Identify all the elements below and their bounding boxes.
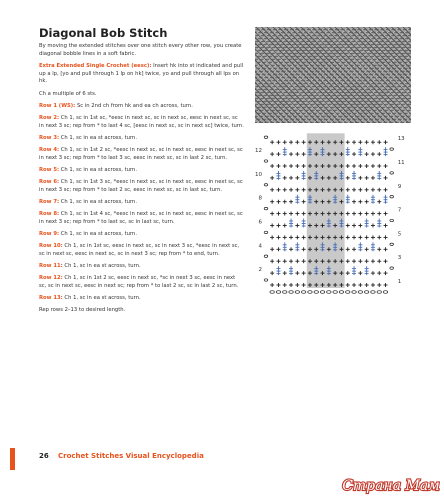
eesc-symbol <box>358 242 362 251</box>
sc-symbol <box>384 164 388 168</box>
row-text: Ch 1, sc in 1st sc, eesc in next sc, sc in next 3 sc, *eesc in next sc, sc in next sc, eesc in next sc, sc in next 3 sc; rep from * to end, turn. <box>39 242 240 257</box>
sc-symbol <box>377 212 381 216</box>
sc-symbol <box>384 247 388 251</box>
sc-symbol <box>283 164 287 168</box>
sc-symbol <box>352 164 356 168</box>
sc-symbol <box>358 212 362 216</box>
eesc-symbol <box>377 171 381 180</box>
chart-row-number: 13 <box>397 136 405 143</box>
instruction-row <box>39 147 244 163</box>
row-text: Ch 1, sc in ea st across, turn. <box>60 134 138 141</box>
row-text: Ch 1, sc in 1st 2 sc, *eesc in next sc, sc in next sc, eesc in next sc, sc in next 3 sc; rep from * to last 3 sc, eesc in next sc, sc in last 2 sc, turn. <box>39 146 243 161</box>
sc-symbol <box>295 212 299 216</box>
sc-symbol <box>283 259 287 263</box>
sc-symbol <box>371 212 375 216</box>
special-stitch-label: Extra Extended Single Crochet (eesc): <box>39 62 152 69</box>
sc-symbol <box>270 271 274 275</box>
sc-symbol <box>371 271 375 275</box>
eesc-symbol <box>371 242 375 251</box>
chain-symbol <box>364 291 368 294</box>
sc-symbol <box>302 200 306 204</box>
sc-symbol <box>302 152 306 156</box>
sc-symbol <box>295 164 299 168</box>
row-text: Ch 1, sc in ea st across, turn. <box>64 294 141 301</box>
chart-row-number: 3 <box>397 255 402 262</box>
chain-symbol <box>390 196 394 198</box>
sc-symbol <box>302 212 306 216</box>
row-label: Row 9: <box>39 230 60 237</box>
chain-symbol <box>390 172 394 174</box>
sc-symbol <box>358 176 362 180</box>
sc-symbol <box>384 259 388 263</box>
sc-symbol <box>377 271 381 275</box>
sc-symbol <box>276 224 280 228</box>
sc-symbol <box>371 283 375 287</box>
sc-symbol <box>346 164 350 168</box>
sc-symbol <box>270 164 274 168</box>
sc-symbol <box>371 176 375 180</box>
rows-list <box>39 103 244 303</box>
sc-symbol <box>384 283 388 287</box>
sc-symbol <box>283 200 287 204</box>
sc-symbol <box>283 212 287 216</box>
eesc-symbol <box>346 147 350 156</box>
sc-symbol <box>283 224 287 228</box>
multiple-line: Ch a multiple of 6 sts. <box>39 90 97 97</box>
eesc-symbol <box>295 242 299 251</box>
instruction-row <box>39 115 244 131</box>
chain-symbol <box>390 243 394 245</box>
chart-row-number: 5 <box>397 231 402 238</box>
stitch-chart <box>250 130 410 300</box>
chart-row-number: 11 <box>397 160 405 166</box>
sc-symbol <box>276 140 280 144</box>
sc-symbol <box>371 259 375 263</box>
sc-symbol <box>371 152 375 156</box>
sc-symbol <box>295 224 299 228</box>
sc-symbol <box>302 271 306 275</box>
chain-symbol <box>264 231 268 233</box>
sc-symbol <box>358 200 362 204</box>
sc-symbol <box>371 188 375 192</box>
sc-symbol <box>365 200 369 204</box>
chain-symbol <box>371 291 375 294</box>
sc-symbol <box>358 140 362 144</box>
row-text: Ch 1, sc in ea st across, turn. <box>64 262 141 269</box>
row-label: Row 10: <box>39 242 63 249</box>
row-text: Ch 1, sc in 1st 3 sc, *eesc in next sc, sc in next sc, eesc in next sc, sc in next 3 sc; rep from * to last 2 sc, eesc in next sc, sc in last sc, turn. <box>39 178 243 193</box>
sc-symbol <box>289 140 293 144</box>
sc-symbol <box>352 224 356 228</box>
sc-symbol <box>270 152 274 156</box>
eesc-symbol <box>302 171 306 180</box>
sc-symbol <box>270 283 274 287</box>
sc-symbol <box>289 259 293 263</box>
sc-symbol <box>276 247 280 251</box>
eesc-symbol <box>352 266 356 275</box>
sc-symbol <box>270 247 274 251</box>
sc-symbol <box>358 259 362 263</box>
sc-symbol <box>352 200 356 204</box>
eesc-symbol <box>283 147 287 156</box>
sc-symbol <box>352 283 356 287</box>
row-text: Ch 1, sc in ea st across, turn. <box>60 230 138 237</box>
sc-symbol <box>352 259 356 263</box>
sc-symbol <box>346 235 350 239</box>
sc-symbol <box>289 283 293 287</box>
instruction-row <box>39 231 244 239</box>
row-text: Ch 1, sc in 1st sc, *eesc in next sc, sc in next sc, eesc in next sc, sc in next 3 sc; rep from * to last 4 sc, [eesc in next sc, sc in next sc] twice, turn. <box>39 114 244 129</box>
chain-symbol <box>301 291 305 294</box>
sc-symbol <box>302 283 306 287</box>
page-number: 26 <box>39 452 49 460</box>
sc-symbol <box>302 235 306 239</box>
sc-symbol <box>295 176 299 180</box>
sc-symbol <box>352 140 356 144</box>
sc-symbol <box>276 259 280 263</box>
chart-row-number: 6 <box>258 219 262 226</box>
chain-symbol <box>295 291 299 294</box>
row-label: Row 13: <box>39 294 63 301</box>
sc-symbol <box>377 152 381 156</box>
sc-symbol <box>270 224 274 228</box>
sc-symbol <box>289 200 293 204</box>
special-stitch-text: Insert hk into st indicated and pull up a lp, [yo and pull through 1 lp on hk] twice, yo and pull through all lps on hk. <box>39 62 244 85</box>
row-text: Ch 1, sc in 1st 2 sc, eesc in next sc, *sc in next 3 sc, eesc in next sc, sc in next sc, eesc in next sc; rep from * to last 2 sc, sc in last 2 sc, turn. <box>39 274 239 289</box>
sc-symbol <box>346 224 350 228</box>
eesc-symbol <box>358 147 362 156</box>
sc-symbol <box>358 283 362 287</box>
chain-symbol <box>264 160 268 162</box>
sc-symbol <box>377 188 381 192</box>
chain-symbol <box>276 291 280 294</box>
sc-symbol <box>377 164 381 168</box>
sc-symbol <box>295 271 299 275</box>
eesc-symbol <box>289 266 293 275</box>
sc-symbol <box>346 259 350 263</box>
intro-paragraph: By moving the extended stitches over one stitch every other row, you create diagonal bobble lines in a soft fabric. <box>39 43 242 57</box>
chain-symbol <box>352 291 356 294</box>
sc-symbol <box>289 247 293 251</box>
sc-symbol <box>365 152 369 156</box>
sc-symbol <box>384 188 388 192</box>
row-text: Ch 1, sc in ea st across, turn. <box>60 198 138 205</box>
footer-accent-bar <box>10 448 15 470</box>
eesc-symbol <box>377 219 381 228</box>
eesc-symbol <box>384 195 388 204</box>
sc-symbol <box>365 188 369 192</box>
sc-symbol <box>302 259 306 263</box>
sc-symbol <box>270 176 274 180</box>
sc-symbol <box>371 235 375 239</box>
eesc-symbol <box>352 171 356 180</box>
row-label: Row 2: <box>39 114 60 121</box>
chain-symbol <box>264 255 268 257</box>
sc-symbol <box>295 140 299 144</box>
chain-symbol <box>390 267 394 269</box>
sc-symbol <box>358 235 362 239</box>
instruction-row <box>39 179 244 195</box>
sc-symbol <box>377 140 381 144</box>
chain-symbol <box>377 291 381 294</box>
watermark-text: Страна Мам <box>342 478 440 494</box>
sc-symbol <box>283 176 287 180</box>
sc-symbol <box>371 140 375 144</box>
sc-symbol <box>365 164 369 168</box>
chain-symbol <box>333 291 337 294</box>
sc-symbol <box>346 188 350 192</box>
chain-symbol <box>308 291 312 294</box>
sc-symbol <box>352 188 356 192</box>
sc-symbol <box>295 188 299 192</box>
row-label: Row 6: <box>39 178 60 185</box>
sc-symbol <box>384 176 388 180</box>
sc-symbol <box>270 212 274 216</box>
sc-symbol <box>371 164 375 168</box>
sc-symbol <box>346 247 350 251</box>
row-label: Row 12: <box>39 274 63 281</box>
chain-symbol <box>264 184 268 186</box>
sc-symbol <box>276 164 280 168</box>
sc-symbol <box>384 224 388 228</box>
pattern-title: Diagonal Bob Stitch <box>39 26 168 40</box>
sc-symbol <box>302 188 306 192</box>
row-text: Ch 1, sc in ea st across, turn. <box>60 166 138 173</box>
chart-row-number: 7 <box>397 207 402 214</box>
chart-row-number: 2 <box>258 267 262 274</box>
book-title: Crochet Stitches Visual Encyclopedia <box>58 452 204 460</box>
row-text: Sc in 2nd ch from hk and ea ch across, turn. <box>76 102 193 109</box>
sc-symbol <box>346 283 350 287</box>
sc-symbol <box>276 200 280 204</box>
sc-symbol <box>377 247 381 251</box>
sc-symbol <box>365 176 369 180</box>
chart-row-number: 4 <box>258 243 262 250</box>
sc-symbol <box>346 212 350 216</box>
sc-symbol <box>283 235 287 239</box>
eesc-symbol <box>283 242 287 251</box>
sc-symbol <box>384 271 388 275</box>
swatch-photo <box>255 27 411 123</box>
chart-row-number: 8 <box>258 195 262 202</box>
sc-symbol <box>283 140 287 144</box>
chain-symbol <box>346 291 350 294</box>
sc-symbol <box>276 188 280 192</box>
sc-symbol <box>346 271 350 275</box>
sc-symbol <box>276 152 280 156</box>
chain-symbol <box>327 291 331 294</box>
sc-symbol <box>377 259 381 263</box>
chain-symbol <box>270 291 274 294</box>
sc-symbol <box>352 212 356 216</box>
chain-symbol <box>283 291 287 294</box>
row-label: Row 11: <box>39 262 63 269</box>
special-stitch-paragraph <box>39 63 244 86</box>
chart-row-number: 1 <box>397 279 402 285</box>
sc-symbol <box>289 235 293 239</box>
instruction-row <box>39 103 244 111</box>
sc-symbol <box>283 271 287 275</box>
sc-symbol <box>358 224 362 228</box>
sc-symbol <box>377 283 381 287</box>
eesc-symbol <box>295 195 299 204</box>
sc-symbol <box>270 140 274 144</box>
sc-symbol <box>365 283 369 287</box>
sc-symbol <box>365 247 369 251</box>
row-label: Row 7: <box>39 198 60 205</box>
sc-symbol <box>371 224 375 228</box>
eesc-symbol <box>302 219 306 228</box>
chain-symbol <box>383 291 387 294</box>
sc-symbol <box>358 271 362 275</box>
sc-symbol <box>302 247 306 251</box>
eesc-symbol <box>365 219 369 228</box>
sc-symbol <box>276 212 280 216</box>
sc-symbol <box>270 200 274 204</box>
sc-symbol <box>384 140 388 144</box>
row-label: Row 3: <box>39 134 60 141</box>
eesc-symbol <box>371 195 375 204</box>
sc-symbol <box>302 140 306 144</box>
chain-symbol <box>320 291 324 294</box>
repeat-highlight <box>307 133 345 288</box>
row-label: Row 1 (WS): <box>39 102 76 109</box>
sc-symbol <box>276 283 280 287</box>
sc-symbol <box>377 200 381 204</box>
sc-symbol <box>283 188 287 192</box>
sc-symbol <box>352 247 356 251</box>
row-label: Row 4: <box>39 146 60 153</box>
sc-symbol <box>384 235 388 239</box>
instruction-row <box>39 243 244 259</box>
chain-symbol <box>264 279 268 281</box>
sc-symbol <box>270 188 274 192</box>
eesc-symbol <box>346 195 350 204</box>
sc-symbol <box>276 235 280 239</box>
sc-symbol <box>270 259 274 263</box>
sc-symbol <box>358 188 362 192</box>
instruction-row <box>39 211 244 227</box>
eesc-symbol <box>276 266 280 275</box>
row-text: Ch 1, sc in 1st 4 sc, *eesc in next sc, sc in next sc, eesc in next sc, sc in next 3 sc; rep from * to last sc, sc in last sc, turn. <box>39 210 243 225</box>
sc-symbol <box>377 235 381 239</box>
instruction-row <box>39 199 244 207</box>
chain-symbol <box>358 291 362 294</box>
chain-symbol <box>339 291 343 294</box>
instruction-row <box>39 263 244 271</box>
sc-symbol <box>358 164 362 168</box>
sc-symbol <box>352 152 356 156</box>
chart-row-number: 9 <box>397 183 402 190</box>
chain-symbol <box>390 219 394 221</box>
repeat-line: Rep rows 2–13 to desired length. <box>39 307 126 313</box>
sc-symbol <box>365 235 369 239</box>
chart-row-number: 10 <box>255 171 262 178</box>
sc-symbol <box>365 212 369 216</box>
sc-symbol <box>302 164 306 168</box>
chain-symbol <box>264 207 268 209</box>
eesc-symbol <box>384 147 388 156</box>
chain-symbol <box>390 148 394 150</box>
sc-symbol <box>346 176 350 180</box>
sc-symbol <box>384 212 388 216</box>
sc-symbol <box>289 188 293 192</box>
instruction-row <box>39 275 244 291</box>
row-label: Row 8: <box>39 210 60 217</box>
eesc-symbol <box>365 266 369 275</box>
sc-symbol <box>295 283 299 287</box>
eesc-symbol <box>276 171 280 180</box>
sc-symbol <box>289 212 293 216</box>
sc-symbol <box>283 283 287 287</box>
sc-symbol <box>270 235 274 239</box>
eesc-symbol <box>289 219 293 228</box>
sc-symbol <box>295 259 299 263</box>
sc-symbol <box>352 235 356 239</box>
instruction-row <box>39 135 244 143</box>
sc-symbol <box>365 259 369 263</box>
sc-symbol <box>289 176 293 180</box>
sc-symbol <box>289 164 293 168</box>
instruction-row <box>39 167 244 175</box>
chain-symbol <box>264 136 268 138</box>
sc-symbol <box>295 235 299 239</box>
chart-row-number: 12 <box>255 148 262 155</box>
row-label: Row 5: <box>39 166 60 173</box>
sc-symbol <box>289 152 293 156</box>
chain-symbol <box>314 291 318 294</box>
sc-symbol <box>346 140 350 144</box>
sc-symbol <box>365 140 369 144</box>
instruction-row <box>39 295 244 303</box>
chain-symbol <box>289 291 293 294</box>
instructions-column <box>39 43 244 319</box>
sc-symbol <box>295 152 299 156</box>
watermark-logo <box>338 469 444 500</box>
